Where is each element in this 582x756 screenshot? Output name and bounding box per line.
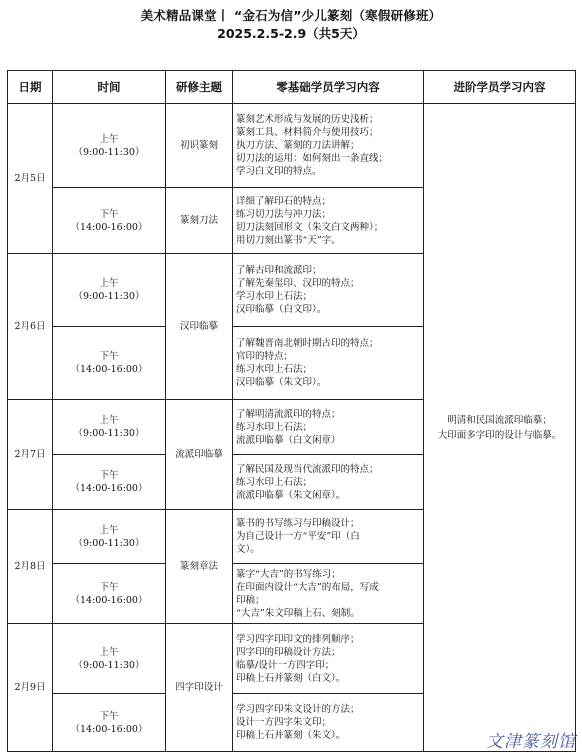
time-cell	[53, 254, 166, 327]
content-line: 了解魏晋南北朝时期古印的特点；	[236, 338, 379, 349]
content-line: 文）。	[236, 544, 260, 555]
topic-cell: 篆刻刀法	[166, 188, 233, 254]
beginner-content-cell	[233, 188, 424, 254]
time-cell	[53, 564, 166, 624]
time-range: （9:00-11:30）	[73, 291, 145, 302]
time-cell	[53, 694, 166, 752]
col-header-beginner: 零基础学员学习内容	[233, 71, 424, 104]
content-line: 在印面内设计“大吉”的布局，写成	[236, 581, 379, 593]
beginner-content-cell	[233, 400, 424, 455]
content-line: 临摹/设计一方四字印；	[236, 659, 335, 671]
content-line: 学习四字印印文的排列顺序；	[236, 633, 360, 645]
time-cell	[53, 400, 166, 455]
advanced-line: 明清和民国流派印临摹；	[447, 414, 552, 426]
beginner-content-cell	[233, 455, 424, 510]
beginner-content-cell	[233, 104, 424, 188]
time-cell	[53, 624, 166, 694]
time-range: （14:00-16:00）	[70, 483, 148, 494]
time-cell	[53, 188, 166, 254]
schedule-table	[7, 70, 576, 752]
content-line: 学习水印上石法；	[236, 291, 313, 302]
date-cell: 2月6日	[8, 254, 53, 400]
time-range: （9:00-11:30）	[73, 537, 145, 549]
content-line: 了解古印和流派印；	[236, 265, 322, 276]
time-range: （14:00-16:00）	[70, 723, 148, 735]
watermark-signature: 文津篆刻馆	[486, 732, 576, 752]
content-line: 练习水印上石法；	[236, 364, 313, 375]
content-line: 官印的特点；	[236, 351, 294, 362]
time-cell	[53, 327, 166, 400]
content-line: 用切刀刻出篆书“天”字。	[236, 234, 341, 246]
time-range: （14:00-16:00）	[70, 594, 148, 606]
period-label: 下午	[99, 470, 119, 481]
content-line: 四字印的印稿设计方法；	[236, 646, 341, 658]
content-line: 流派印临摹（朱文闲章）。	[236, 489, 346, 501]
date-cell: 2月5日	[8, 104, 53, 254]
content-line: 篆刻艺术形成与发展的历史浅析；	[236, 114, 379, 125]
date-cell: 2月9日	[8, 624, 53, 752]
content-line: 执刀方法、篆刻的刀法讲解；	[236, 140, 360, 151]
topic-cell: 四字印设计	[166, 624, 233, 752]
time-range: （9:00-11:30）	[73, 428, 145, 439]
time-range: （9:00-11:30）	[73, 146, 145, 158]
topic-cell: 篆刻章法	[166, 510, 233, 624]
content-line: 印稿上石并篆刻（白文）。	[236, 672, 346, 684]
topic-cell: 流派印临摹	[166, 400, 233, 510]
topic-cell: 汉印临摹	[166, 254, 233, 400]
period-label: 上午	[99, 415, 119, 426]
content-line: 切刀法刻回形文（朱文白文两种）；	[236, 221, 384, 233]
page-subtitle: 2025.2.5-2.9（共5天）	[217, 26, 365, 41]
col-header-date: 日期	[8, 71, 53, 104]
content-line: 篆刻工具、材料简介与使用技巧；	[236, 127, 379, 138]
date-cell: 2月7日	[8, 400, 53, 510]
content-line: 了解明清流派印的特点；	[236, 408, 341, 420]
content-line: 篆书的书写练习与印稿设计；	[236, 518, 360, 529]
time-range: （9:00-11:30）	[73, 659, 145, 671]
period-label: 下午	[99, 208, 119, 220]
page-title: 美术精品课堂丨 “金石为信”少儿篆刻（寒假研修班）	[140, 8, 442, 23]
col-header-advanced: 进阶学员学习内容	[424, 71, 576, 104]
beginner-content-cell	[233, 694, 424, 752]
content-line: 印稿；	[236, 594, 265, 606]
content-line: 练习切刀法与冲刀法；	[236, 208, 332, 220]
beginner-content-cell	[233, 254, 424, 327]
time-range: （14:00-16:00）	[70, 364, 148, 375]
content-line: 练习水印上石法；	[236, 421, 313, 433]
period-label: 下午	[99, 710, 119, 722]
content-line: 了解民国及现当代流派印的特点；	[236, 463, 379, 475]
period-label: 下午	[99, 351, 119, 362]
content-line: 学习四字印朱文设计的方法；	[236, 704, 360, 715]
time-cell	[53, 104, 166, 188]
period-label: 上午	[99, 646, 119, 658]
period-label: 下午	[99, 581, 119, 593]
beginner-content-cell	[233, 624, 424, 694]
topic-cell: 初识篆刻	[166, 104, 233, 188]
advanced-content-cell	[424, 104, 576, 752]
content-line: 切刀法的运用：如何刻出一条直线；	[236, 153, 389, 164]
time-cell	[53, 455, 166, 510]
content-line: 篆字“大吉”的书写练习；	[236, 568, 341, 580]
content-line: 印稿上石并篆刻（朱文）。	[236, 730, 346, 741]
beginner-content-cell	[233, 510, 424, 564]
period-label: 上午	[99, 278, 119, 289]
period-label: 上午	[99, 524, 119, 536]
content-line: 详细了解印石的特点；	[236, 195, 332, 207]
advanced-line: 大印面多字印的设计与临摹。	[437, 429, 562, 441]
period-label: 上午	[99, 133, 119, 145]
col-header-time: 时间	[53, 71, 166, 104]
table-header-row	[8, 71, 576, 104]
content-line: 学习白文印的特点。	[236, 166, 322, 177]
beginner-content-cell	[233, 564, 424, 624]
content-line: “大吉”朱文印稿上石、刻制。	[236, 607, 360, 619]
date-cell: 2月8日	[8, 510, 53, 624]
content-line: 为自己设计一方“平安”印（白	[236, 531, 360, 542]
content-line: 汉印临摹（白文印）。	[236, 304, 327, 315]
beginner-content-cell	[233, 327, 424, 400]
content-line: 设计一方四字朱文印；	[236, 717, 332, 728]
content-line: 流派印临摹（白文闲章）	[236, 434, 341, 446]
content-line: 汉印临摹（朱文印）。	[236, 377, 327, 388]
col-header-topic: 研修主题	[166, 71, 233, 104]
time-cell	[53, 510, 166, 564]
content-line: 练习水印上石法；	[236, 476, 313, 488]
content-line: 了解先秦玺印、汉印的特点；	[236, 278, 360, 289]
time-range: （14:00-16:00）	[70, 221, 148, 233]
table-row	[8, 104, 576, 188]
